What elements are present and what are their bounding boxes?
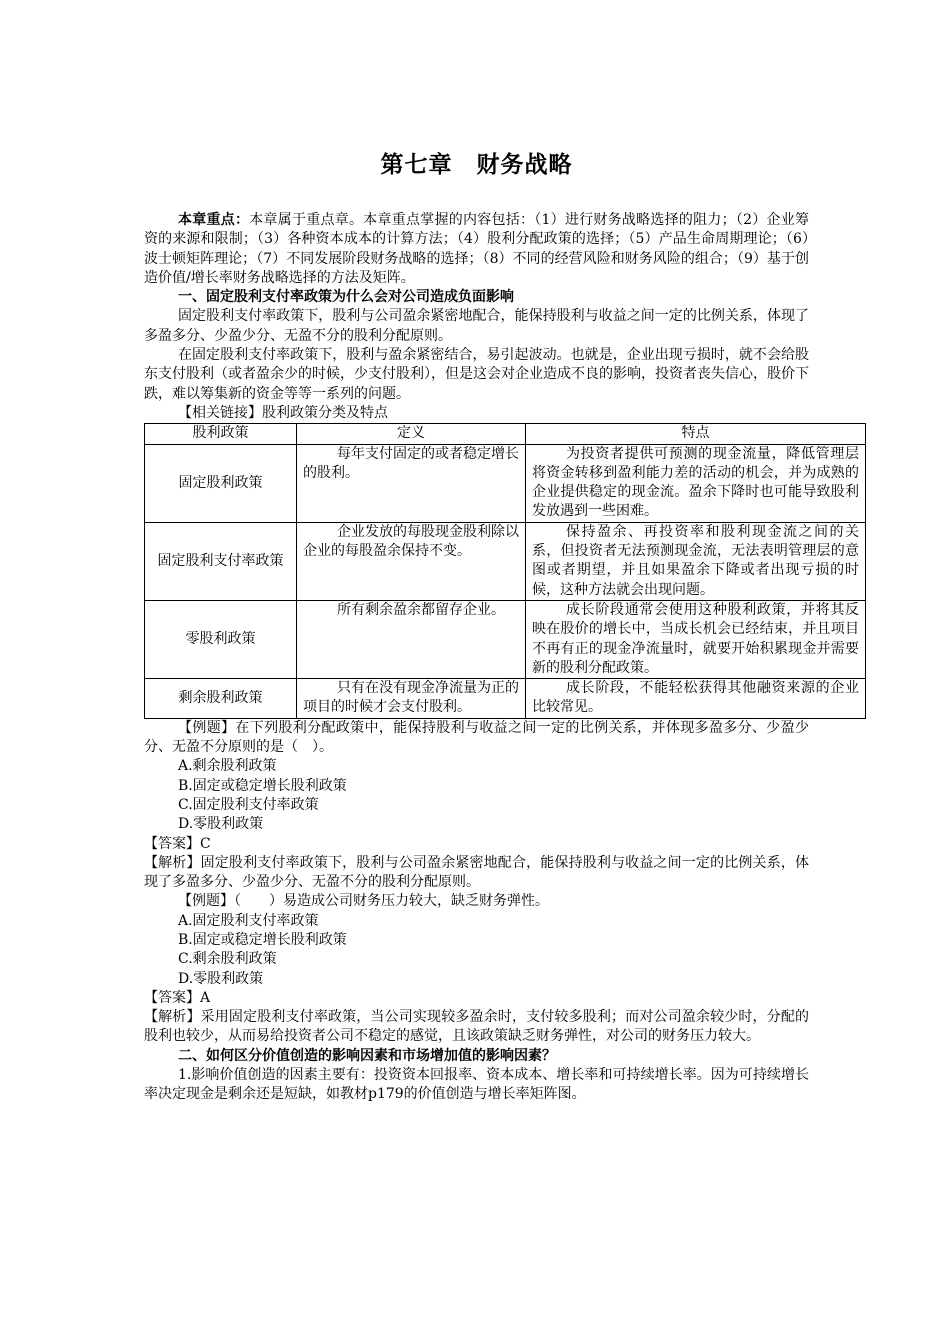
policy-name: 固定股利政策 [145, 444, 297, 522]
table-row [145, 522, 866, 600]
chapter-number: 第七章 [380, 152, 453, 178]
policy-feature: 成长阶段，不能轻松获得其他融资来源的企业比较常见。 [526, 679, 866, 719]
document-body [144, 211, 859, 1105]
table-header: 特点 [526, 424, 866, 444]
example-2-option: A.固定股利支付率政策 [178, 912, 319, 929]
policy-name: 剩余股利政策 [145, 679, 297, 719]
example-2-answer: 【答案】A [144, 989, 211, 1006]
example-1-answer: 【答案】C [144, 835, 211, 852]
example-2-option: B.固定或稳定增长股利政策 [178, 931, 347, 948]
policy-definition: 只有在没有现金净流量为正的项目的时候才会支付股利。 [297, 679, 526, 719]
example-1-analysis: 【解析】固定股利支付率政策下，股利与公司盈余紧密地配合，能保持股利与收益之间一定的比例关系，体现了多盈多分、少盈少分、无盈不分的股利分配原则。 [144, 854, 809, 891]
intro-text: 本章属于重点章。本章重点掌握的内容包括：（1）进行财务战略选择的阻力；（2）企业筹资的来源和限制；（3）各种资本成本的计算方法；（4）股利分配政策的选择；（5）产品生命周期理论；（6）波士顿矩阵理论；（7）不同发展阶段财务战略的选择；（8）不同的经营风险和财务风险的组合；（9）基于创造价值/增长率财务战略选择的方法及矩阵。 [144, 212, 810, 286]
example-2-question: 【例题】（ ）易造成公司财务压力较大，缺乏财务弹性。 [178, 893, 549, 910]
example-2-option: C.剩余股利政策 [178, 951, 277, 968]
intro-label: 本章重点： [178, 212, 250, 228]
policy-feature: 保持盈余、再投资率和股利现金流之间的关系，但投资者无法预测现金流，无法表明管理层的意图或者期望，并且如果盈余下降或者出现亏损的时候，这种方法就会出现问题。 [526, 522, 866, 600]
policy-feature: 成长阶段通常会使用这种股利政策，并将其反映在股价的增长中，当成长机会已经结束，并且项目不再有正的现金净流量时，就要开始积累现金并需要新的股利分配政策。 [526, 600, 866, 678]
example-1-option: D.零股利政策 [178, 816, 264, 833]
table-header-row [145, 424, 866, 444]
dividend-policy-table [144, 423, 866, 718]
policy-name: 零股利政策 [145, 600, 297, 678]
example-1-question: 【例题】在下列股利分配政策中，能保持股利与收益之间一定的比例关系，并体现多盈多分、少盈少分、无盈不分原则的是（ ）。 [144, 719, 809, 756]
example-1-option: C.固定股利支付率政策 [178, 796, 319, 813]
example-2-analysis: 【解析】采用固定股利支付率政策，当公司实现较多盈余时，支付较多股利；而对公司盈余较少时，分配的股利也较少，从而易给投资者公司不稳定的感觉，且该政策缺乏财务弹性，对公司的财务压力较大。 [144, 1009, 809, 1045]
example-1-option: B.固定或稳定增长股利政策 [178, 777, 347, 794]
table-header: 股利政策 [145, 424, 297, 444]
example-2-option: D.零股利政策 [178, 970, 264, 987]
paragraph-1: 固定股利支付率政策下，股利与公司盈余紧密地配合，能保持股利与收益之间一定的比例关系，体现了多盈多分、少盈少分、无盈不分的股利分配原则。 [144, 308, 809, 344]
policy-definition: 所有剩余盈余都留存企业。 [297, 600, 526, 678]
related-link-label: 【相关链接】股利政策分类及特点 [178, 404, 388, 421]
policy-definition: 企业发放的每股现金股利除以企业的每股盈余保持不变。 [297, 522, 526, 600]
policy-definition: 每年支付固定的或者稳定增长的股利。 [297, 444, 526, 522]
chapter-title [144, 146, 809, 179]
paragraph-3: 1.影响价值创造的因素主要有：投资资本回报率、资本成本、增长率和可持续增长率。因为可持续增长率决定现金是剩余还是短缺，如教材p179的价值创造与增长率矩阵图。 [144, 1067, 809, 1103]
section-heading-1: 一、固定股利支付率政策为什么会对公司造成负面影响 [178, 289, 514, 306]
intro-paragraph [144, 211, 809, 288]
policy-name: 固定股利支付率政策 [145, 522, 297, 600]
paragraph-2: 在固定股利支付率政策下，股利与盈余紧密结合，易引起波动。也就是，企业出现亏损时，就不会给股东支付股利（或者盈余少的时候，少支付股利），但是这会对企业造成不良的影响，投资者丧失信心，股价下跌，难以筹集新的资金等等一系列的问题。 [144, 347, 809, 402]
table-row [145, 679, 866, 719]
example-1-option: A.剩余股利政策 [178, 758, 277, 775]
chapter-name: 财务战略 [476, 152, 573, 178]
section-heading-2: 二、如何区分价值创造的影响因素和市场增加值的影响因素？ [178, 1047, 556, 1064]
table-header: 定义 [297, 424, 526, 444]
table-row [145, 600, 866, 678]
table-row [145, 444, 866, 522]
policy-feature: 为投资者提供可预测的现金流量，降低管理层将资金转移到盈利能力差的活动的机会，并为成熟的企业提供稳定的现金流。盈余下降时也可能导致股利发放遇到一些困难。 [526, 444, 866, 522]
